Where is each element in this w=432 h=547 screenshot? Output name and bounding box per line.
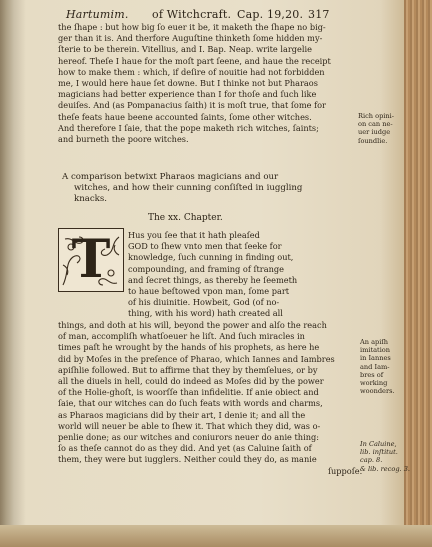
text-line: did by Moſes in the preſence of Pharao, which Iannes and Iambres <box>58 353 335 364</box>
side-note-caluine <box>360 440 410 473</box>
side-note-line: bres of <box>360 370 384 379</box>
text-line: deuiſes. And (as Pompanacius ſaith) it is moſt true, that ſome for <box>58 100 326 111</box>
heading-line: knacks. <box>74 194 108 204</box>
text-line: times paſt he wrought by the hands of his prophets, as here he <box>58 342 320 353</box>
text-line: of the Holie-ghoſt, is woorſſe than infidelitie. If anie obiect and <box>58 387 319 398</box>
text-line: ger than it is. And therfore Auguſtine thinketh ſome hidden my- <box>58 33 323 44</box>
catchword: ſuppoſe. <box>328 465 363 476</box>
side-note-line: An apiſh <box>360 338 389 346</box>
lower-paragraph <box>58 320 362 477</box>
text-line: how to make them : which, if deſire of nouitie had not forbidden <box>58 66 325 77</box>
initial-paragraph <box>128 230 297 320</box>
text-line: magicians had better experience than I for thoſe and ſuch like <box>58 89 317 100</box>
text-line: And therefore I ſaie, that the pope maketh rich witches, ſaints; <box>58 122 319 133</box>
text-line: apiſhlie followed. But to affirme that they by themſelues, or by <box>58 364 318 375</box>
text-line: penlie done; as our witches and coniurors neuer do anie thing: <box>58 432 319 443</box>
text-line: ſo as theſe cannot do as they did. And yet (as Caluine ſaith of <box>58 443 312 454</box>
side-note-line: and Iam- <box>360 362 390 371</box>
side-note-apish-imitation <box>360 338 395 395</box>
text-line: world will neuer be able to ſhew it. That which they did, was o- <box>58 420 321 431</box>
decorated-initial <box>58 228 124 292</box>
text-line: ſterie to be therein. Vitellius, and I. Bap. Neap. write largelie <box>58 44 312 55</box>
side-note-line: uer iudge <box>358 128 391 137</box>
text-line: thing, with his word) hath created all <box>128 308 283 319</box>
running-head-chapter: Cap. 19,20. <box>237 8 304 21</box>
text-line: as Pharaos magicians did by their art, I denie it; and all the <box>58 409 306 420</box>
text-line: and burneth the poore witches. <box>58 134 189 145</box>
side-note-line: working <box>360 379 388 388</box>
text-line: the ſhape : but how big ſo euer it be, it maketh the ſhape no big- <box>58 22 326 32</box>
side-note-line: & lib. recog. 3. <box>360 464 411 473</box>
side-note-line: cap. 8. <box>360 456 383 465</box>
text-line: theſe feats haue beene accounted ſaints, ſome other witches. <box>58 111 312 122</box>
book-bottom-edge <box>0 525 432 547</box>
chapter-title: The xx. Chapter. <box>148 213 223 223</box>
page-number: 317 <box>308 8 330 21</box>
side-note-line: woonders. <box>360 387 395 396</box>
text-line: and ſecret things, as thereby he ſeemeth <box>128 274 298 285</box>
side-note-line: on can ne- <box>358 120 393 129</box>
text-line: all the diuels in hell, could do indeed as Moſes did by the power <box>58 376 324 387</box>
running-head-middle: of Witchcraft. <box>152 8 232 21</box>
heading-line: witches, and how their cunning conſiſted in iuggling <box>74 183 303 193</box>
text-line: things, and doth at his will, beyond the power and alſo the reach <box>58 320 327 330</box>
running-head-left: Hartumim. <box>66 8 129 21</box>
text-line: hereof. Theſe I haue for the moſt part ſeene, and haue the receipt <box>58 55 331 66</box>
drop-cap-letter: T <box>71 229 111 290</box>
heading-line: A comparison betwixt Pharaos magicians and our <box>62 172 279 182</box>
side-note-line: ſoundlie. <box>358 136 388 145</box>
gutter-shadow <box>0 0 26 547</box>
side-note-rich-opinion <box>358 112 394 145</box>
side-note-line: imitation <box>360 346 391 355</box>
side-note-line: lib. inſtitut. <box>360 448 398 457</box>
upper-paragraph <box>58 22 331 145</box>
section-heading <box>62 172 302 205</box>
text-line: of his diuinitie. Howbeit, God (of no- <box>128 297 280 308</box>
text-line: ſaie, that our witches can do ſuch feats with words and charms, <box>58 398 323 409</box>
text-line: of man, accompliſh whatſoeuer he liſt. And ſuch miracles in <box>58 331 305 342</box>
text-line: to haue beſtowed vpon man, ſome part <box>128 286 290 297</box>
text-line: knowledge, ſuch cunning in finding out, <box>128 252 294 263</box>
text-line: Hus you ſee that it hath pleaſed <box>128 230 260 240</box>
side-note-line: Rich opini- <box>358 112 394 120</box>
side-note-line: in Iannes <box>360 354 391 363</box>
text-line: them, they were but iugglers. Neither could they do, as manie <box>58 454 317 465</box>
text-line: compounding, and framing of ſtrange <box>128 263 284 274</box>
text-line: me, I would here haue ſet downe. But I thinke not but Pharaos <box>58 78 318 89</box>
side-note-line: In Caluine, <box>360 440 397 448</box>
text-line: GOD to ſhew vnto men that ſeeke for <box>128 241 282 252</box>
